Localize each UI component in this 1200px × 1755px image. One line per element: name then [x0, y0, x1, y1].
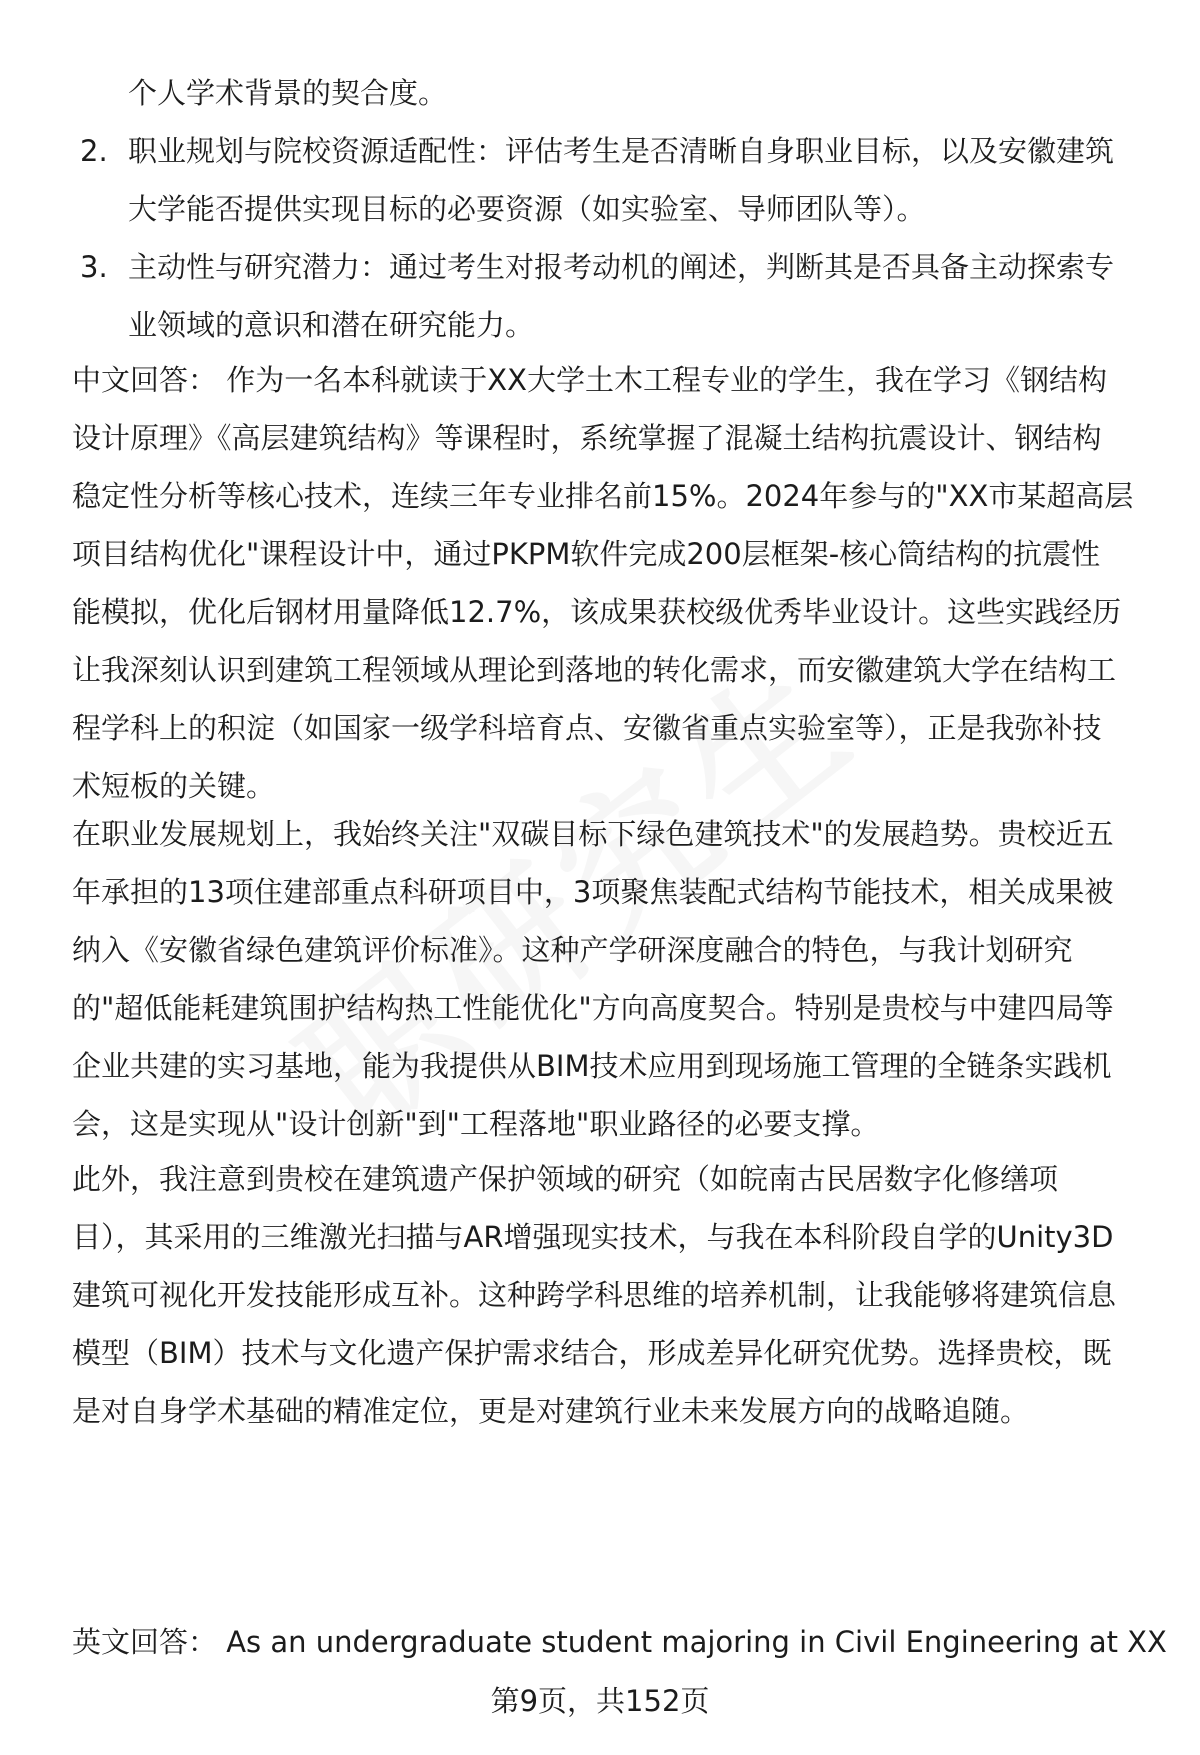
paragraph-line: 在职业发展规划上，我始终关注"双碳目标下绿色建筑技术"的发展趋势。贵校近五 [72, 817, 1114, 851]
paragraph-line: 项目结构优化"课程设计中，通过PKPM软件完成200层框架-核心筒结构的抗震性 [72, 537, 1101, 571]
paragraph-line: 让我深刻认识到建筑工程领域从理论到落地的转化需求，而安徽建筑大学在结构工 [72, 653, 1117, 687]
list-continued-line: 个人学术背景的契合度。 [128, 76, 448, 110]
list-item-number: 3. [80, 250, 108, 284]
paragraph-line: 程学科上的积淀（如国家一级学科培育点、安徽省重点实验室等），正是我弥补技 [72, 711, 1102, 745]
list-item-text: 业领域的意识和潜在研究能力。 [128, 308, 535, 342]
paragraph-line: 此外，我注意到贵校在建筑遗产保护领域的研究（如皖南古民居数字化修缮项 [72, 1162, 1059, 1196]
list-item [80, 122, 1160, 238]
criteria-list [80, 64, 1160, 354]
paragraph-line: 目），其采用的三维激光扫描与AR增强现实技术，与我在本科阶段自学的Unity3D [72, 1220, 1114, 1254]
list-item-text: 职业规划与院校资源适配性：评估考生是否清晰自身职业目标，以及安徽建筑 [128, 134, 1115, 168]
paragraph-line: 中文回答： 作为一名本科就读于XX大学土木工程专业的学生，我在学习《钢结构 [72, 363, 1107, 397]
page-number: 第9页，共152页 [490, 1684, 710, 1718]
paragraph-line: 设计原理》《高层建筑结构》等课程时，系统掌握了混凝土结构抗震设计、钢结构 [72, 421, 1102, 455]
paragraph-line: 术短板的关键。 [72, 769, 276, 803]
paragraph-heritage [72, 1150, 1160, 1440]
paragraph-line: 建筑可视化开发技能形成互补。这种跨学科思维的培养机制，让我能够将建筑信息 [72, 1278, 1117, 1312]
paragraph-line: 能模拟，优化后钢材用量降低12.7%，该成果获校级优秀毕业设计。这些实践经历 [72, 595, 1122, 629]
list-item [80, 238, 1160, 354]
paragraph-line: 会，这是实现从"设计创新"到"工程落地"职业路径的必要支撑。 [72, 1107, 880, 1141]
paragraph-line: 模型（BIM）技术与文化遗产保护需求结合，形成差异化研究优势。选择贵校，既 [72, 1336, 1112, 1370]
paragraph-career-planning [72, 805, 1160, 1153]
list-item-text: 主动性与研究潜力：通过考生对报考动机的阐述，判断其是否具备主动探索专 [128, 250, 1115, 284]
list-item-number: 2. [80, 134, 108, 168]
paragraph-english-answer [72, 1613, 1167, 1671]
paragraph-line: 是对自身学术基础的精准定位，更是对建筑行业未来发展方向的战略追随。 [72, 1394, 1030, 1428]
paragraph-line: 年承担的13项住建部重点科研项目中，3项聚焦装配式结构节能技术，相关成果被 [72, 875, 1114, 909]
list-item-text: 大学能否提供实现目标的必要资源（如实验室、导师团队等）。 [128, 192, 926, 226]
paragraph-line: 稳定性分析等核心技术，连续三年专业排名前15%。2024年参与的"XX市某超高层 [72, 479, 1134, 513]
paragraph-line: 纳入《安徽省绿色建筑评价标准》。这种产学研深度融合的特色，与我计划研究 [72, 933, 1073, 967]
paragraph-line: 企业共建的实习基地，能为我提供从BIM技术应用到现场施工管理的全链条实践机 [72, 1049, 1112, 1083]
paragraph-line: 英文回答： As an undergraduate student majoring in Civil Engineering at XX [72, 1625, 1167, 1659]
paragraph-line: 的"超低能耗建筑围护结构热工性能优化"方向高度契合。特别是贵校与中建四局等 [72, 991, 1114, 1025]
paragraph-chinese-answer [72, 351, 1160, 815]
